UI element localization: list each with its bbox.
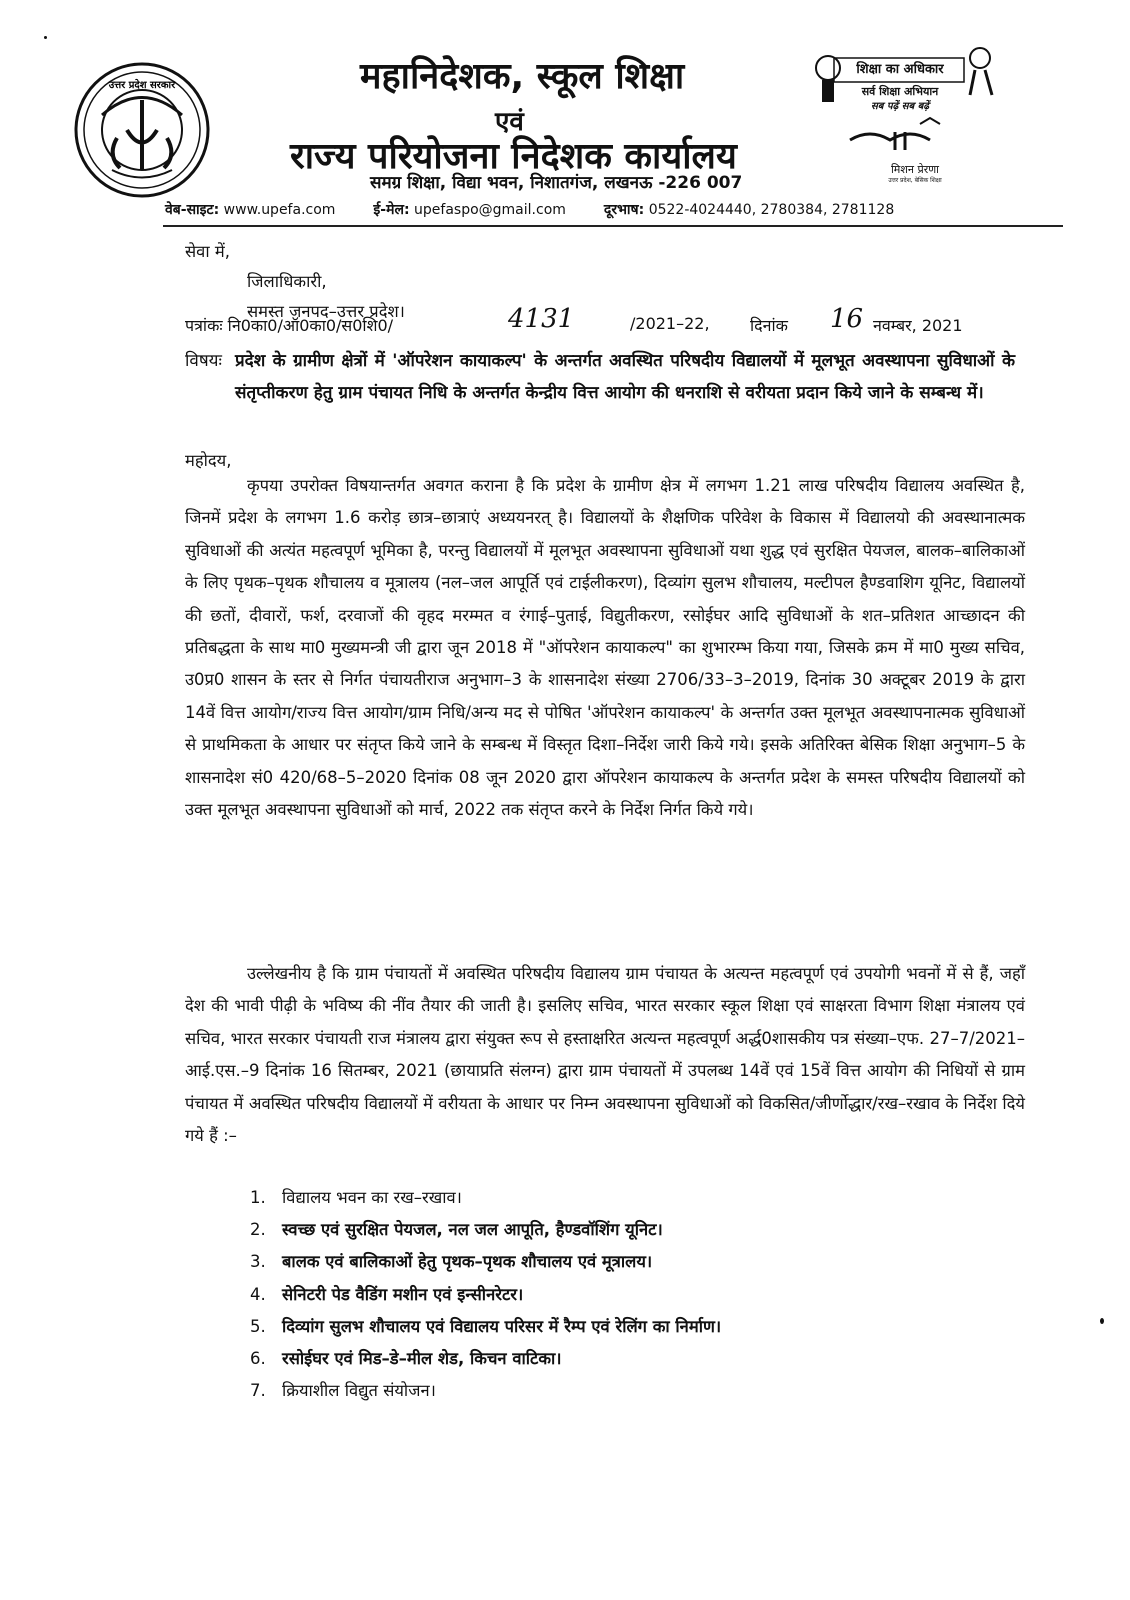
subject-text: प्रदेश के ग्रामीण क्षेत्रों में 'ऑपरेशन कायाकल्प' के अन्तर्गत अवस्थित परिषदीय विद्यालयों में मूलभूत अवस्थापना सुविधाओं के संतृप्तीकरण हेतु ग्राम पंचायत निधि के अन्तर्गत केन्द्रीय वित्त आयोग की धनराशि से वरीयता प्रदान किये जाने के सम्बन्ध में। <box>235 351 1015 403</box>
office-title-line3: राज्य परियोजना निदेशक कार्यालय <box>290 136 737 177</box>
reference-number: 4131 <box>508 304 575 334</box>
website-link[interactable]: www.upefa.com <box>223 202 336 218</box>
list-item: 4. सेनिटरी पेड वैडिंग मशीन एवं इन्सीनरेटर। <box>250 1284 524 1304</box>
subject-block <box>185 345 1015 409</box>
reference-year: /2021–22, <box>630 314 710 333</box>
phone-numbers: 0522-4024440, 2780384, 2781128 <box>648 202 895 218</box>
list-item: 5. दिव्यांग सुलभ शौचालय एवं विद्यालय परिसर में रैम्प एवं रेलिंग का निर्माण। <box>250 1316 722 1336</box>
office-title-line2: एवं <box>495 107 524 137</box>
addressee-line2: समस्त जनपद–उत्तर प्रदेश। <box>247 302 405 321</box>
office-title-line1: महानिदेशक, स्कूल शिक्षा <box>360 56 685 97</box>
list-item: 6. रसोईघर एवं मिड–डे–मील शेड, किचन वाटिका। <box>250 1349 562 1369</box>
logo-mission-text: मिशन प्रेरणा <box>890 163 940 176</box>
paragraph-2: उल्लेखनीय है कि ग्राम पंचायतों में अवस्थित परिषदीय विद्यालय ग्राम पंचायत के अत्यन्त महत्वपूर्ण एवं उपयोगी भवनों में से हैं, जहाँ देश की भावी पीढ़ी के भविष्य की नींव तैयार की जाती है। इसलिए सचिव, भारत सरकार स्कूल शिक्षा एवं साक्षरता विभाग शिक्षा मंत्रालय एवं सचिव, भारत सरकार पंचायती राज मंत्रालय द्वारा संयुक्त रूप से हस्ताक्षरित अत्यन्त महत्वपूर्ण अर्द्ध0शासकीय पत्र संख्या–एफ. 27–7/2021–आई.एस.–9 दिनांक 16 सितम्बर, 2021 (छायाप्रति संलग्न) द्वारा ग्राम पंचायतों में उपलब्ध 14वें एवं 15वें वित्त आयोग की निधियों से ग्राम पंचायत में अवस्थित परिषदीय विद्यालयों में वरीयता के आधार पर निम्न अवस्थापना सुविधाओं को विकसित/जीर्णोद्धार/रख–रखाव के निर्देश दिये गये हैं :– <box>185 964 1025 1146</box>
office-address: समग्र शिक्षा, विद्या भवन, निशातगंज, लखनऊ -226 007 <box>370 173 743 193</box>
seal-text: उत्तर प्रदेश सरकार <box>108 80 176 91</box>
phone-block: दूरभाष: 0522-4024440, 2780384, 2781128 <box>603 202 895 218</box>
header-divider <box>163 225 1063 227</box>
logo-line1: सर्व शिक्षा अभियान <box>861 85 939 98</box>
reference-line <box>185 304 1025 342</box>
website-block: वेब-साइट: www.upefa.com <box>165 202 336 218</box>
scan-speck <box>1100 1318 1104 1324</box>
paragraph-1: कृपया उपरोक्त विषयान्तर्गत अवगत कराना है कि प्रदेश के ग्रामीण क्षेत्र में लगभग 1.21 लाख परिषदीय विद्यालय अवस्थित है, जिनमें प्रदेश के लगभग 1.6 करोड़ छात्र–छात्राएं अध्ययनरत् है। विद्यालयों के शैक्षणिक परिवेश के विकास में विद्यालयो की अवस्थानात्मक सुविधाओं की अत्यंत महत्वपूर्ण भूमिका है, परन्तु विद्यालयों में मूलभूत अवस्थापना सुविधाओं यथा शुद्ध एवं सुरक्षित पेयजल, बालक–बालिकाओं के लिए पृथक–पृथक शौचालय व मूत्रालय (नल–जल आपूर्ति एवं टाईलीकरण), दिव्यांग सुलभ शौचालय, मल्टीपल हैण्डवाशिग यूनिट, विद्यालयों की छतों, दीवारों, फर्श, दरवाजों की वृहद मरम्मत व रंगाई–पुताई, विद्युतीकरण, रसोईघर आदि सुविधाओं के शत–प्रतिशत आच्छादन की प्रतिबद्धता के साथ मा0 मुख्यमन्त्री जी द्वारा जून 2018 में "ऑपरेशन कायाकल्प" का शुभारम्भ किया गया, जिसके क्रम में मा0 मुख्य सचिव, उ0प्र0 शासन के स्तर से निर्गत पंचायतीराज अनुभाग–3 के शासनादेश संख्या 2706/33–3–2019, दिनांक 30 अक्टूबर 2019 के द्वारा 14वें वित्त आयोग/राज्य वित्त आयोग/ग्राम निधि/अन्य मद से पोषित 'ऑपरेशन कायाकल्प' के अन्तर्गत उक्त मूलभूत अवस्थापनात्मक सुविधाओं से प्राथमिकता के आधार पर संतृप्त किये जाने के सम्बन्ध में विस्तृत दिशा–निर्देश जारी किये गये। इसके अतिरिक्त बेसिक शिक्षा अनुभाग–5 के शासनादेश सं0 420/68–5–2020 दिनांक 08 जून 2020 द्वारा ऑपरेशन कायाकल्प के अन्तर्गत प्रदेश के समस्त परिषदीय विद्यालयों को उक्त मूलभूत अवस्थापना सुविधाओं को मार्च, 2022 तक संतृप्त करने के निर्देश निर्गत किये गये। <box>185 476 1025 820</box>
sarva-shiksha-logo <box>810 40 1000 190</box>
list-item: 1. विद्यालय भवन का रख–रखाव। <box>250 1188 462 1207</box>
email-block: ई-मेल: upefaspo@gmail.com <box>373 202 566 218</box>
addressee-to: सेवा में, <box>185 242 230 261</box>
salutation: महोदय, <box>185 451 232 470</box>
email-link[interactable]: upefaspo@gmail.com <box>414 202 566 218</box>
facility-list <box>250 1182 1010 1407</box>
contact-line <box>165 200 1065 219</box>
list-item: 2. स्वच्छ एवं सुरक्षित पेयजल, नल जल आपूति, हैण्डवॉशिंग यूनिट। <box>250 1220 663 1240</box>
up-government-seal <box>72 60 212 200</box>
reference-label: पत्रांकः नि0का0/ऑ0का0/स0शि0/ <box>185 316 394 335</box>
subject-label: विषयः <box>185 351 222 371</box>
logo-badge-text: शिक्षा का अधिकार <box>856 62 944 77</box>
logo-mission-sub: उत्तर प्रदेश, बेसिक शिक्षा <box>888 177 942 184</box>
list-item: 3. बालक एवं बालिकाओं हेतु पृथक–पृथक शौचालय एवं मूत्रालय। <box>250 1252 653 1272</box>
logo-line2: सब पढ़ें सब बढ़ें <box>870 101 930 112</box>
date-day: 16 <box>830 304 864 334</box>
date-label: दिनांक <box>750 316 788 335</box>
scan-speck <box>44 36 47 39</box>
addressee-line1: जिलाधिकारी, <box>247 272 327 291</box>
list-item: 7. क्रियाशील विद्युत संयोजन। <box>250 1381 436 1401</box>
date-month-year: नवम्बर, 2021 <box>873 316 963 335</box>
